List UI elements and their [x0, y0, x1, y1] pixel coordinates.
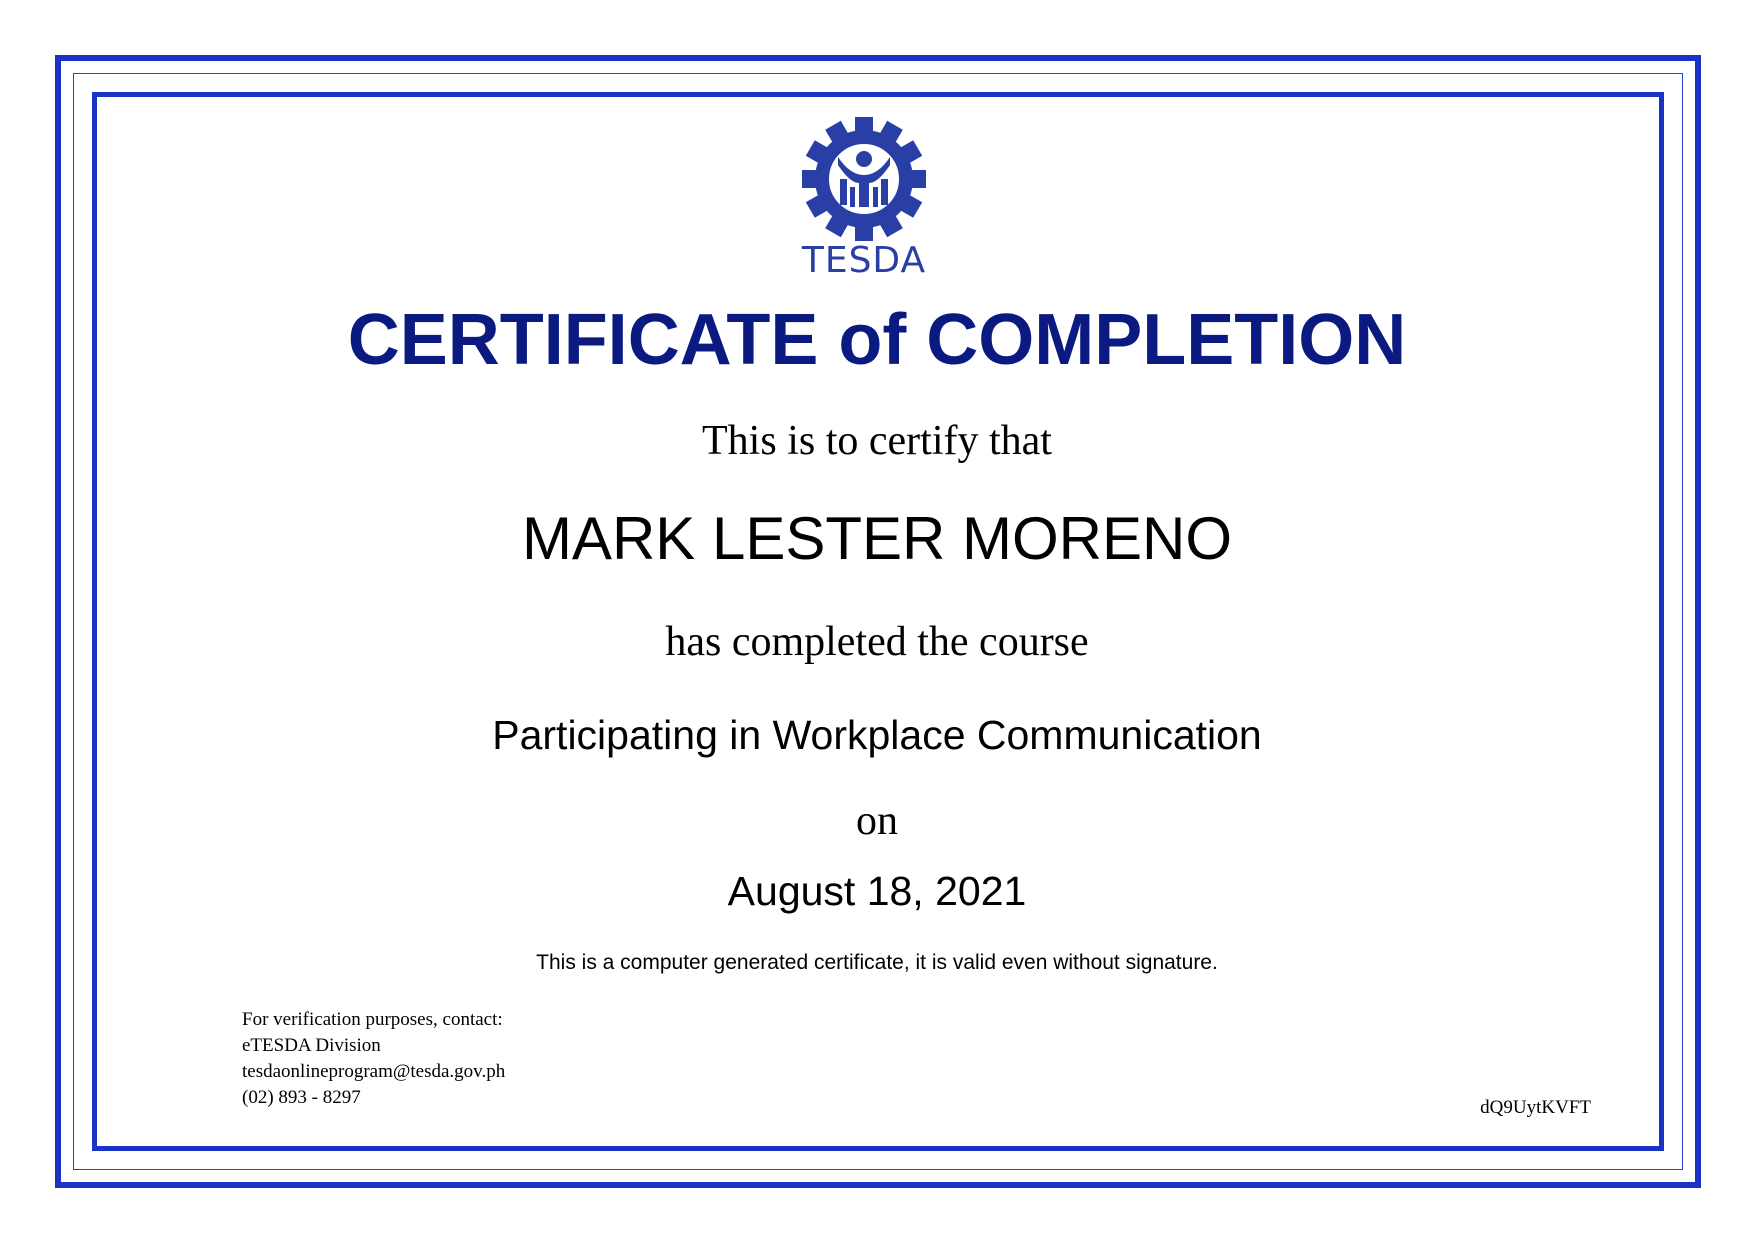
course-name: Participating in Workplace Communication — [492, 712, 1262, 758]
certify-text: This is to certify that — [702, 418, 1052, 464]
verification-code: dQ9UytKVFT — [1480, 1097, 1591, 1118]
completion-date: August 18, 2021 — [727, 868, 1027, 914]
verification-contact — [242, 1007, 505, 1111]
on-text: on — [856, 798, 898, 844]
contact-heading: For verification purposes, contact: — [242, 1009, 503, 1030]
validity-note: This is a computer generated certificate, it is valid even without signature. — [536, 951, 1218, 974]
certificate-title: CERTIFICATE of COMPLETION — [347, 300, 1407, 380]
contact-email: tesdaonlineprogram@tesda.gov.ph — [242, 1061, 506, 1082]
completed-text: has completed the course — [665, 619, 1089, 665]
logo-text: TESDA — [801, 240, 927, 281]
recipient-name: MARK LESTER MORENO — [521, 505, 1233, 572]
contact-phone: (02) 893 - 8297 — [242, 1087, 361, 1108]
tesda-gear-logo-icon — [789, 117, 939, 241]
tesda-logo — [789, 117, 939, 287]
contact-division: eTESDA Division — [242, 1035, 381, 1056]
